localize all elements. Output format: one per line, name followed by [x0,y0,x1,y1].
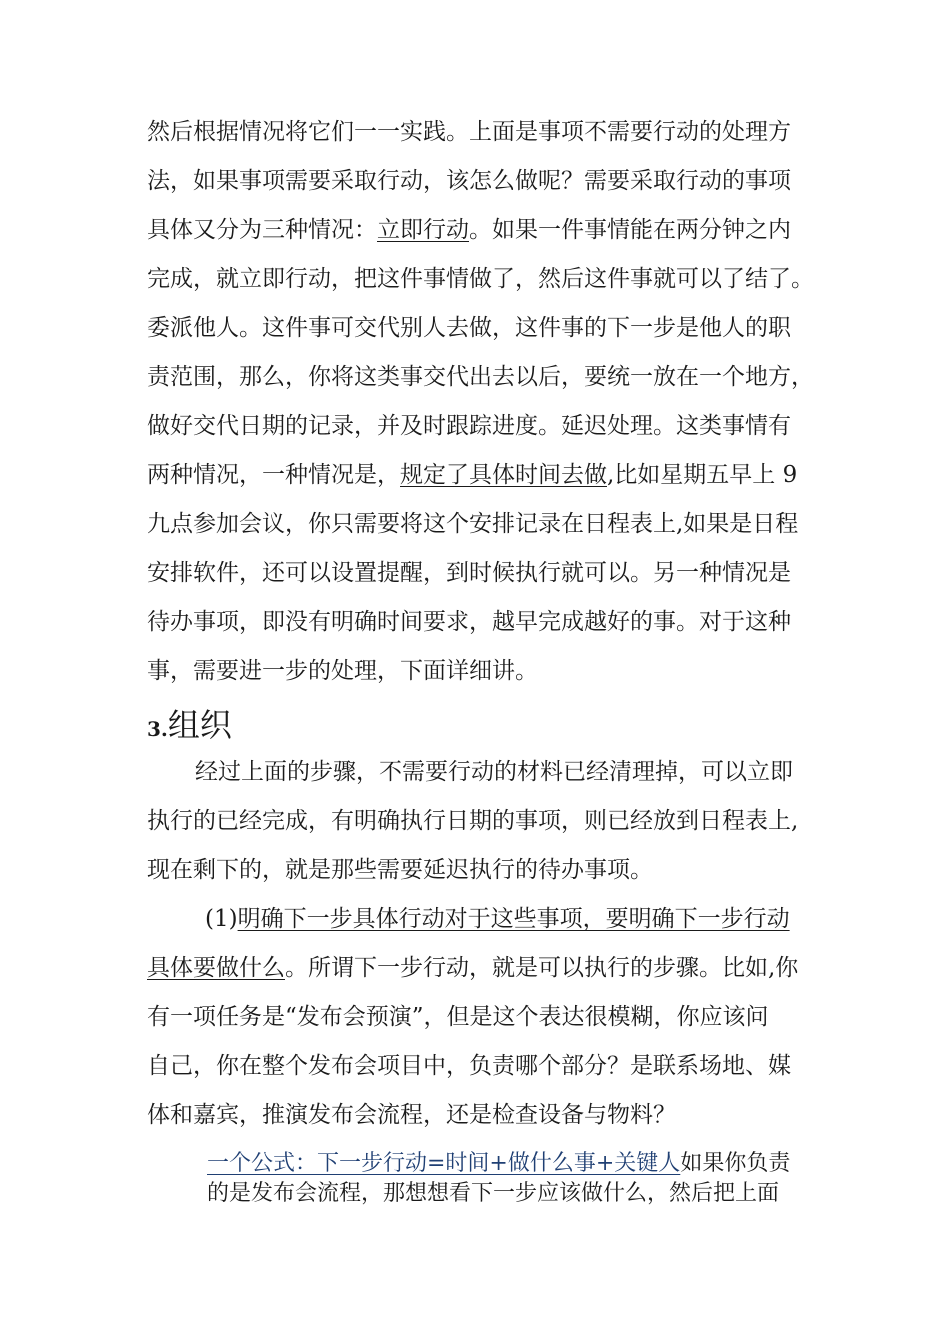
text-line: 完成，就立即行动，把这件事情做了，然后这件事就可以了结了。 [147,266,814,292]
underlined-phrase: 明确下一步具体行动对于这些事项，要明确下一步行动 [237,906,790,932]
text-line: 经过上面的步骤，不需要行动的材料已经清理掉，可以立即 [195,759,793,785]
underlined-phrase: 规定了具体时间去做 [400,462,607,488]
text-run: ,比如星期五早上 9 [607,462,798,488]
text-line [147,460,797,490]
text-line: 体和嘉宾，推演发布会流程，还是检查设备与物料？ [147,1102,676,1128]
text-line [147,953,798,983]
text-line: 做好交代日期的记录，并及时跟踪进度。延迟处理。这类事情有 [147,413,791,439]
section-heading [147,700,232,746]
text-line: 待办事项，即没有明确时间要求，越早完成越好的事。对于这种 [147,609,791,635]
text-line: 有一项任务是“发布会预演”，但是这个表达很模糊，你应该问 [147,1004,769,1030]
text-run: 具体又分为三种情况： [147,217,377,243]
text-line [205,904,790,934]
text-line: 现在剩下的，就是那些需要延迟执行的待办事项。 [147,857,653,883]
text-line [207,1150,790,1178]
text-run: 。所谓下一步行动，就是可以执行的步骤。比如,你 [285,955,799,981]
text-line: 法，如果事项需要采取行动，该怎么做呢？需要采取行动的事项 [147,168,791,194]
formula-link[interactable]: 一个公式：下一步行动=时间+做什么事+关键人 [207,1151,681,1176]
text-line: 自己，你在整个发布会项目中，负责哪个部分？是联系场地、媒 [147,1053,791,1079]
text-line: 然后根据情况将它们一一实践。上面是事项不需要行动的处理方 [147,119,791,145]
text-line: 事，需要进一步的处理，下面详细讲。 [147,658,538,684]
text-run: 两种情况，一种情况是， [147,462,400,488]
section-title: 组织 [167,706,232,744]
text-line: 九点参加会议，你只需要将这个安排记录在日程表上,如果是日程 [147,511,799,537]
underlined-phrase: 立即行动 [377,217,469,243]
text-line: 委派他人。这件事可交代别人去做，这件事的下一步是他人的职 [147,315,791,341]
text-line: 的是发布会流程，那想想看下一步应该做什么，然后把上面 [207,1181,780,1206]
text-run: 如果你负责 [680,1151,791,1176]
underlined-phrase: 具体要做什么 [147,955,285,981]
text-line [147,215,791,245]
section-number: 3. [147,717,168,741]
text-run: 。如果一件事情能在两分钟之内 [469,217,791,243]
text-line: 责范围，那么，你将这类事交代出去以后，要统一放在一个地方， [147,364,814,390]
text-line: 执行的已经完成，有明确执行日期的事项，则已经放到日程表上, [147,808,799,834]
list-marker: (1) [205,906,238,932]
text-line: 安排软件，还可以设置提醒，到时候执行就可以。另一种情况是 [147,560,791,586]
